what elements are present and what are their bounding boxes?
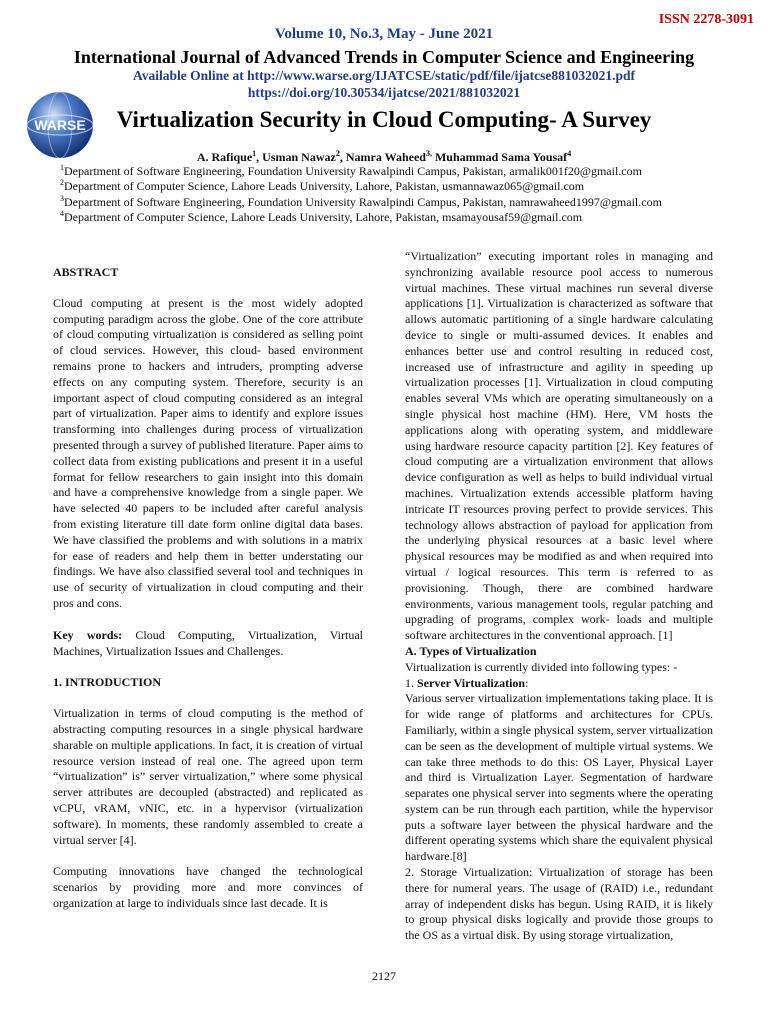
- section-heading: A. Types of Virtualization: [405, 643, 537, 658]
- right-column: [405, 249, 713, 944]
- abstract-text: Cloud computing at present is the most widely adopted computing paradigm across the globe. One of the core attribute of cloud computing virtualization is considered as selling point of cloud services. However, this cloud- based environment remains prone to hackers and intruders, prompting adverse effects on any computing system. Therefore, security is an important aspect of cloud computing considered as an integral part of virtualization. Paper aims to identify and explore issues transforming into challenges during process of virtualization presented through a survey of published literature. Paper aims to collect data from existing publications and present it in a useful format for fellow researchers to gain insight into this domain and have a comprehensive knowledge from a single paper. We have selected 40 papers to be included after careful analysis from existing literature till date form online digital data bases. We have classified the problems and with solutions in a matrix for ease of readers and help them in better understating our findings. We have also classified several tool and techniques in use of security of virtualization in cloud computing and their pros and cons.: [53, 295, 363, 610]
- affiliation: $^1$Department of Software Engineering, Foundation University Rawalpindi Campus, Pakistan, armalik001f20@gmail.com: [60, 163, 642, 178]
- affiliation: $^2$Department of Computer Science, Lahore Leads University, Lahore, Pakistan, usmannawaz065@gmail.com: [60, 178, 585, 194]
- author-name: Muhammad Sama Yousaf: [434, 150, 568, 164]
- affiliation: $^4$Department of Computer Science, Lahore Leads University, Lahore, Pakistan, msamayousaf59@gmail.com: [60, 208, 583, 224]
- intro-paragraph: Computing innovations have changed the technological scenarios by providing more and more convinces of organization at large to individuals since last decade. It is: [53, 864, 363, 910]
- keywords: [53, 628, 363, 660]
- affiliation-list: [60, 164, 662, 225]
- body-paragraph: “Virtualization” executing important roles in managing and synchronizing available resource pool access to numerous virtual machines. These virtual machines run several diverse applications [1]. Virtualization is characterized as software that allows automatic partitioning of a single hardware calculating device to single or multi-assumed devices. It enables and enhances better use and control resulting in reduced cost, increased use of infrastructure and agility in speeding up virtualization processes [1]. Virtualization in cloud computing enables several VMs which are operating simultaneously on a single physical host machine (HM). Here, VM hosts the applications along with operating system, and middleware using hardware resource capacity partition [2]. Key features of cloud computing are a virtualization environment that allows device configuration as well as helps to build individual virtual machines. Virtualization extends accessible platform having intricate IT resources proving perfect to provide services. This technology allows abstraction of payload for application from the underlying physical resources at a basic level where physical resources may be modified as and when required into virtual / logical resources. This term is referred to as provisioning. Though, there are combined hardware environments, various management tools, regular patching and upgrading of programs, complex work- loads and multiple software architectures in the conventional approach. [1]: [405, 249, 713, 643]
- doi-link[interactable]: https://doi.org/10.30534/ijatcse/2021/881032021: [247, 85, 521, 100]
- keywords-text: Cloud Computing, Virtualization, Virtual Machines, Virtualization Issues and Challenges.: [53, 627, 363, 658]
- intro-heading: 1. INTRODUCTION: [53, 675, 162, 690]
- body-paragraph: Virtualization is currently divided into following types: -: [405, 659, 678, 674]
- body-paragraph: 2. Storage Virtualization: Virtualization of storage has been there for numeral years. The usage of (RAID) i.e., redundant array of independent disks has begun. Using RAID, it is likely to group physical disks logically and provide those groups to the OS as a virtual disk. By using storage virtualization,: [405, 865, 713, 943]
- journal-title: International Journal of Advanced Trends in Computer Science and Engineering: [73, 47, 695, 67]
- body-paragraph: Various server virtualization implementations taking place. It is for wide range of platforms and architectures for CPUs. Familiarly, within a single physical system, server virtualization can be seen as the development of multiple virtual systems. We can take three methods to do this: OS Layer, Physical Layer and third is Virtualization Layer. Segmentation of hardware separates one physical server into segments where the operating system can be run through each partition, while the hypervisor puts a software layer between the physical hardware and the different operating systems which share the equivalent physical hardware.[8]: [405, 691, 713, 864]
- logo-text: WARSE: [34, 117, 86, 133]
- volume-line: Volume 10, No.3, May - June 2021: [274, 26, 494, 42]
- abstract-heading: ABSTRACT: [53, 265, 119, 279]
- keywords-label: Key words:: [53, 627, 123, 642]
- left-column: [53, 265, 363, 912]
- author-name: A. Rafique: [196, 150, 253, 164]
- affiliation: $^3$Department of Software Engineering, Foundation University Rawalpindi Campus, Pakistan, namrawaheed1997@gmail.com: [60, 193, 662, 209]
- issn-label: ISSN 2278-3091: [658, 12, 754, 27]
- page-number: 2127: [372, 969, 396, 983]
- intro-paragraph: Virtualization in terms of cloud computing is the method of abstracting computing resources in a single physical hardware sharable on multiple applications. In fact, it is creation of virtual resource version instead of real one. The agreed upon term “virtualization” is” server virtualization,” where some physical server attributes are decoupled (abstracted) and replicated as vCPU, vRAM, vNIC, etc. in a hypervisor (virtualization software). In moments, these randomly assembled to create a virtual server [4].: [53, 706, 363, 847]
- author-list: A. Rafique$^1$, Usman Nawaz$^2$, Namra Waheed$^{3,}$ Muhammad Sama Yousaf$^4$: [196, 149, 572, 164]
- paper-title: Virtualization Security in Cloud Computing- A Survey: [116, 107, 652, 132]
- author-name: Namra Waheed: [345, 150, 426, 164]
- server-virtualization-item: 1. Server Virtualization:: [405, 675, 529, 690]
- available-online-link[interactable]: Available Online at http://www.warse.org/IJATCSE/static/pdf/file/ijatcse881032021.pdf: [133, 68, 635, 83]
- author-name: Usman Nawaz: [262, 150, 336, 164]
